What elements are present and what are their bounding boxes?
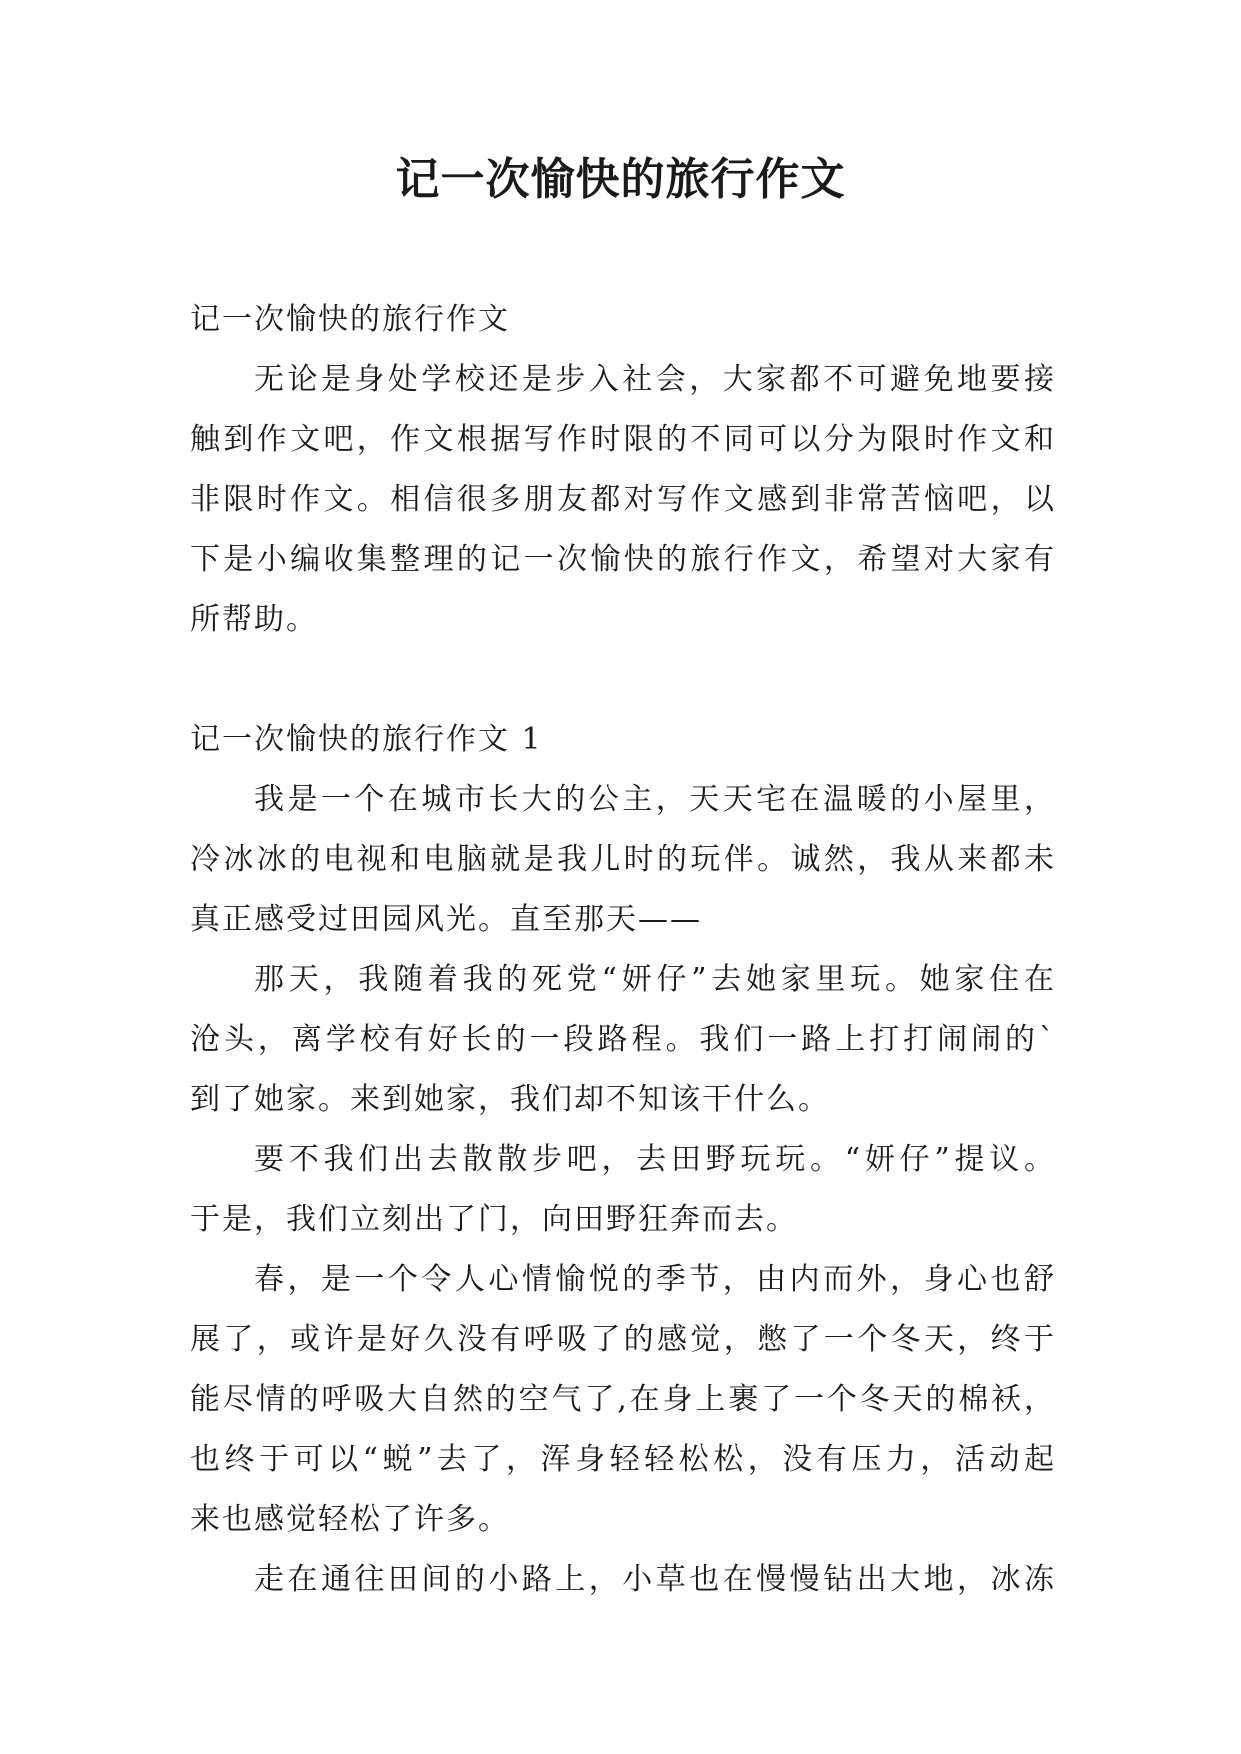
intro-heading: 记一次愉快的旅行作文	[190, 302, 510, 337]
p2-line-3: 到了她家。来到她家，我们却不知该干什么。	[190, 1082, 830, 1117]
p4-line-4: 也终于可以“蜕”去了，浑身轻轻松松，没有压力，活动起	[190, 1442, 1056, 1477]
p4-line-5: 来也感觉轻松了许多。	[190, 1502, 510, 1537]
document-body	[190, 290, 1056, 1610]
intro-line-2: 触到作文吧，作文根据写作时限的不同可以分为限时作文和	[190, 422, 1056, 457]
intro-line-1: 无论是身处学校还是步入社会，大家都不可避免地要接	[254, 362, 1056, 397]
p1-line-1: 我是一个在城市长大的公主，天天宅在温暖的小屋里，	[254, 782, 1056, 817]
intro-line-5: 所帮助。	[190, 602, 318, 637]
section1-heading: 记一次愉快的旅行作文 1	[190, 722, 543, 757]
p2-line-1: 那天，我随着我的死党“妍仔”去她家里玩。她家住在	[254, 962, 1056, 997]
p4-line-2: 展了，或许是好久没有呼吸了的感觉，憋了一个冬天，终于	[190, 1322, 1056, 1357]
document-title: 记一次愉快的旅行作文	[395, 154, 846, 205]
section-gap	[190, 650, 1056, 710]
p3-line-2: 于是，我们立刻出了门，向田野狂奔而去。	[190, 1202, 798, 1237]
p3-line-1: 要不我们出去散散步吧，去田野玩玩。“妍仔”提议。	[254, 1142, 1056, 1177]
intro-line-3: 非限时作文。相信很多朋友都对写作文感到非常苦恼吧，以	[190, 482, 1056, 517]
p4-line-1: 春，是一个令人心情愉悦的季节，由内而外，身心也舒	[254, 1262, 1056, 1297]
p1-line-2: 冷冰冰的电视和电脑就是我儿时的玩伴。诚然，我从来都未	[190, 842, 1056, 877]
p5-line-1: 走在通往田间的小路上，小草也在慢慢钻出大地，冰冻	[254, 1562, 1056, 1597]
p4-line-3: 能尽情的呼吸大自然的空气了,在身上裹了一个冬天的棉袄，	[190, 1382, 1056, 1417]
p2-line-2: 沧头，离学校有好长的一段路程。我们一路上打打闹闹的`	[190, 1022, 1056, 1057]
p1-line-3: 真正感受过田园风光。直至那天——	[190, 902, 702, 937]
intro-line-4: 下是小编收集整理的记一次愉快的旅行作文，希望对大家有	[190, 542, 1056, 577]
